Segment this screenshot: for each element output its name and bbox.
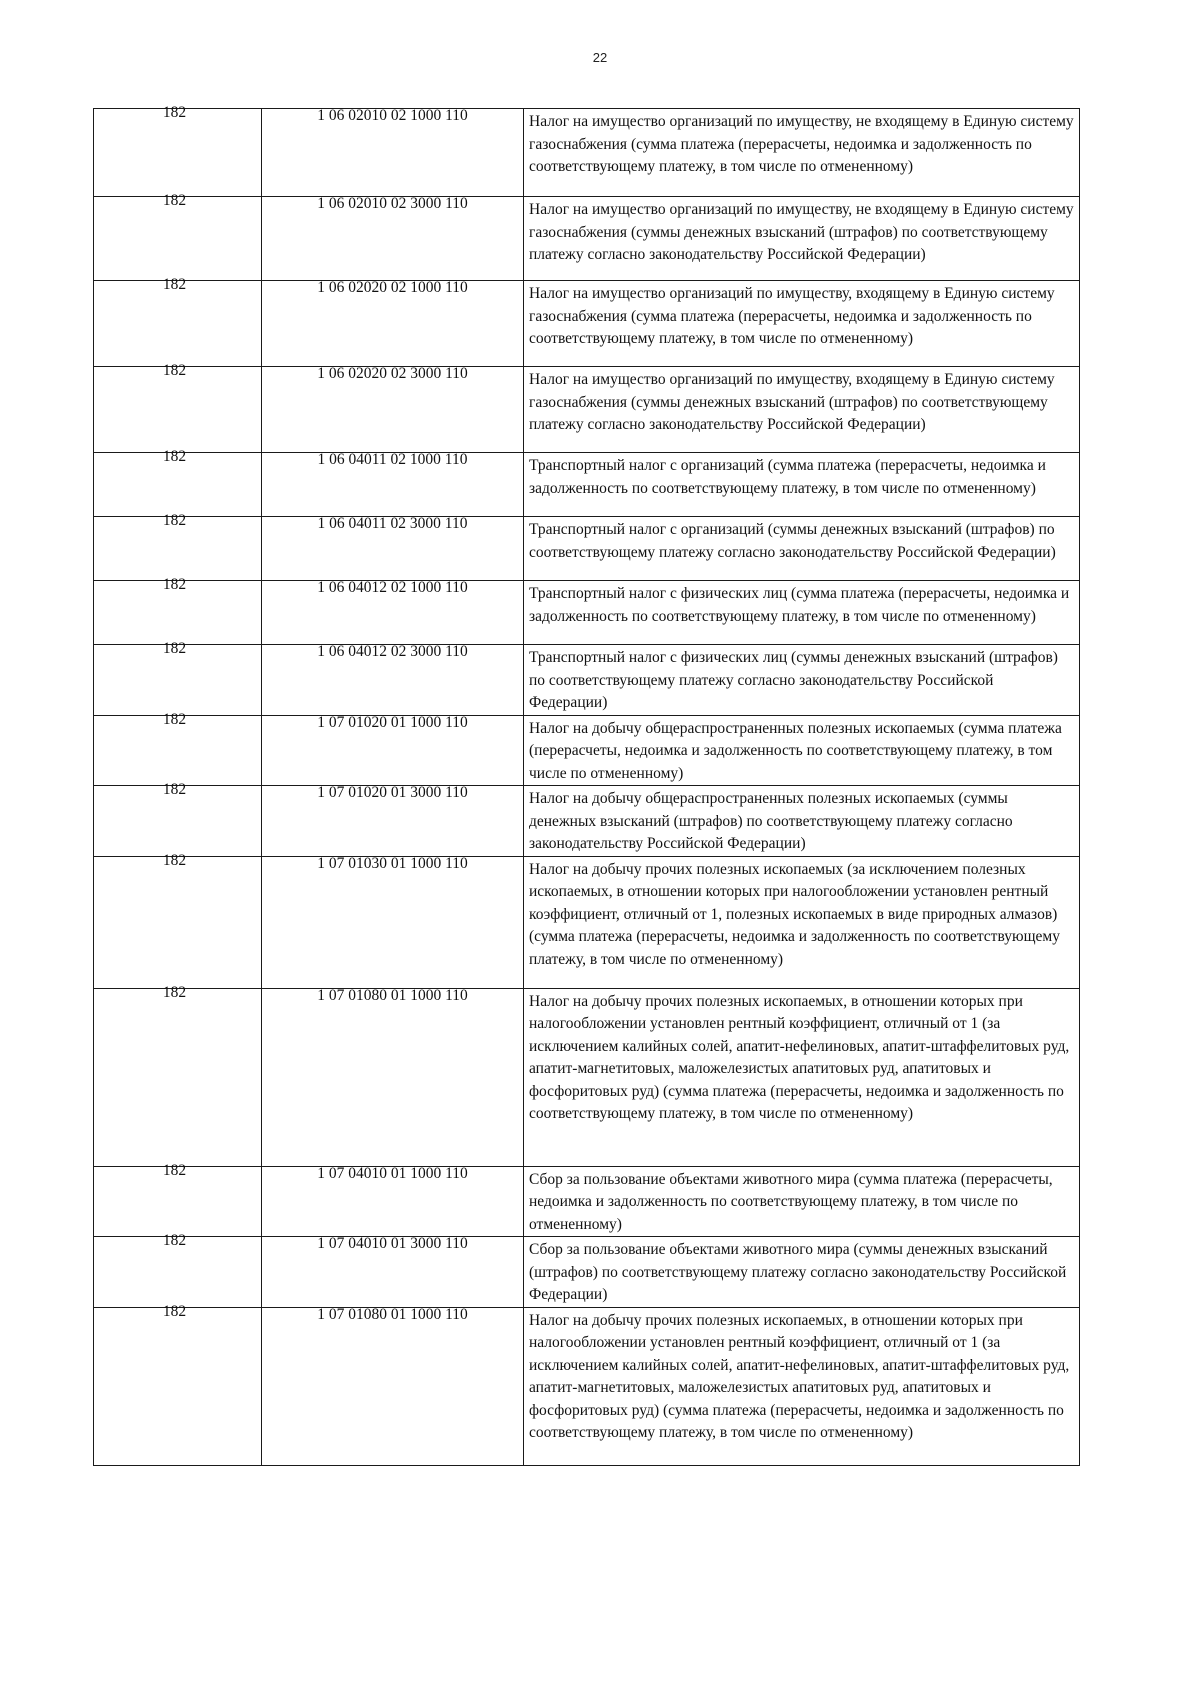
budget-code: 1 06 04012 02 1000 110 [317,579,468,596]
admin-code-cell [94,512,262,581]
admin-code: 182 [162,781,187,798]
budget-code-cell [262,856,524,988]
budget-code-cell [262,581,524,645]
admin-code-cell [94,851,262,988]
admin-code-cell [94,710,262,786]
admin-code: 182 [162,512,187,529]
description-cell: Сбор за пользование объектами животного мира (суммы денежных взысканий (штрафов) по соответствующему платежу согласно законодательству Российской Федерации) [524,1237,1080,1308]
budget-code: 1 06 04012 02 3000 110 [317,643,468,660]
admin-code: 182 [162,276,187,293]
table-row [94,715,1080,786]
budget-code-cell [262,367,524,453]
admin-code-cell [94,640,262,716]
revenue-codes-table [93,104,1080,1466]
budget-code: 1 07 01080 01 1000 110 [317,986,468,1004]
table-row [94,645,1080,716]
admin-code-cell [94,362,262,453]
table-row [94,786,1080,857]
budget-code: 1 06 04011 02 3000 110 [317,515,468,532]
budget-code: 1 07 01020 01 3000 110 [317,784,468,801]
budget-code-cell [262,715,524,786]
description-cell: Налог на добычу прочих полезных ископаемых (за исключением полезных ископаемых, в отношении которых при налогообложении установлен рентный коэффициент, отличный от 1, полезных ископаемых в виде природных алмазов) (сумма платежа (перерасчеты, недоимка и задолженность по соответствующему платежу, в том числе по отмененному) [524,856,1080,988]
description-cell: Налог на имущество организаций по имуществу, не входящему в Единую систему газоснабжения (суммы денежных взысканий (штрафов) по соответствующему платежу согласно законодательству Российской Федерации) [524,197,1080,281]
admin-code: 182 [162,192,187,209]
admin-code: 182 [162,851,187,869]
table-row [94,581,1080,645]
budget-code: 1 07 01030 01 1000 110 [317,854,468,872]
table-body [94,104,1080,1466]
admin-code-cell [94,192,262,281]
admin-code: 182 [162,362,187,379]
admin-code-cell [94,1302,262,1465]
admin-code: 182 [162,576,187,593]
budget-code: 1 06 04011 02 1000 110 [317,451,468,468]
admin-code-cell [94,104,262,197]
admin-code: 182 [162,1302,187,1320]
admin-code: 182 [162,1161,187,1179]
description-cell: Налог на добычу прочих полезных ископаемых, в отношении которых при налогообложении установлен рентный коэффициент, отличный от 1 (за исключением калийных солей, апатит-нефелиновых, апатит-штаффелитовых руд, апатит-магнетитовых, маложелезистых апатитовых руд, апатитовых и фосфоритовых руд) (сумма платежа (перерасчеты, недоимка и задолженность по соответствующему платежу, в том числе по отмененному) [524,988,1080,1166]
description-cell: Транспортный налог с физических лиц (сумма платежа (перерасчеты, недоимка и задолженность по соответствующему платежу, в том числе по отмененному) [524,581,1080,645]
table-row [94,856,1080,988]
budget-code: 1 06 02020 02 1000 110 [317,279,468,296]
description-cell: Налог на имущество организаций по имуществу, входящему в Единую систему газоснабжения (суммы денежных взысканий (штрафов) по соответствующему платежу согласно законодательству Российской Федерации) [524,367,1080,453]
admin-code: 182 [162,710,187,728]
table-row [94,1237,1080,1308]
budget-code-cell [262,988,524,1166]
budget-code: 1 07 04010 01 3000 110 [317,1235,468,1252]
table-row [94,197,1080,281]
budget-code: 1 06 02010 02 3000 110 [317,195,468,212]
budget-code-cell [262,281,524,367]
admin-code-cell [94,781,262,857]
budget-code-cell [262,1237,524,1308]
budget-code: 1 07 01020 01 1000 110 [317,713,468,731]
budget-code-cell [262,1166,524,1237]
budget-code: 1 07 01080 01 1000 110 [317,1305,468,1323]
admin-code-cell [94,276,262,367]
budget-code: 1 06 02010 02 1000 110 [317,107,468,124]
budget-code-cell [262,517,524,581]
description-cell: Налог на имущество организаций по имуществу, не входящему в Единую систему газоснабжения (сумма платежа (перерасчеты, недоимка и задолженность по соответствующему платежу, в том числе по отмененному) [524,109,1080,197]
description-cell: Налог на добычу общераспространенных полезных ископаемых (сумма платежа (перерасчеты, недоимка и задолженность по соответствующему платежу, в том числе по отмененному) [524,715,1080,786]
admin-code-cell [94,576,262,645]
description-cell: Налог на имущество организаций по имуществу, входящему в Единую систему газоснабжения (сумма платежа (перерасчеты, недоимка и задолженность по соответствующему платежу, в том числе по отмененному) [524,281,1080,367]
admin-code-cell [94,983,262,1166]
admin-code: 182 [162,104,187,121]
description-cell: Транспортный налог с организаций (сумма платежа (перерасчеты, недоимка и задолженность по соответствующему платежу, в том числе по отмененному) [524,453,1080,517]
admin-code: 182 [162,1232,187,1249]
admin-code-cell [94,448,262,517]
table-row [94,453,1080,517]
admin-code-cell [94,1161,262,1237]
description-cell: Транспортный налог с организаций (суммы денежных взысканий (штрафов) по соответствующему платежу согласно законодательству Российской Федерации) [524,517,1080,581]
budget-code-cell [262,786,524,857]
budget-code-cell [262,109,524,197]
page-number: 22 [592,50,608,65]
admin-code: 182 [162,983,187,1001]
admin-code-cell [94,1232,262,1308]
table-row [94,517,1080,581]
description-cell: Транспортный налог с физических лиц (суммы денежных взысканий (штрафов) по соответствующему платежу согласно законодательству Российской Федерации) [524,645,1080,716]
budget-code-cell [262,645,524,716]
description-cell: Налог на добычу общераспространенных полезных ископаемых (суммы денежных взысканий (штрафов) по соответствующему платежу согласно законодательству Российской Федерации) [524,786,1080,857]
description-cell: Сбор за пользование объектами животного мира (сумма платежа (перерасчеты, недоимка и задолженность по соответствующему платежу, в том числе по отмененному) [524,1166,1080,1237]
budget-code-cell [262,197,524,281]
budget-code-cell [262,453,524,517]
table-row [94,367,1080,453]
description-cell: Налог на добычу прочих полезных ископаемых, в отношении которых при налогообложении установлен рентный коэффициент, отличный от 1 (за исключением калийных солей, апатит-нефелиновых, апатит-штаффелитовых руд, апатит-магнетитовых, маложелезистых апатитовых руд, апатитовых и фосфоритовых руд) (сумма платежа (перерасчеты, недоимка и задолженность по соответствующему платежу, в том числе по отмененному) [524,1307,1080,1465]
table-row [94,109,1080,197]
admin-code: 182 [162,640,187,657]
table-row [94,1166,1080,1237]
table-row [94,281,1080,367]
budget-code-cell [262,1307,524,1465]
budget-code: 1 06 02020 02 3000 110 [317,365,468,382]
table-row [94,1307,1080,1465]
admin-code: 182 [162,448,187,465]
budget-code: 1 07 04010 01 1000 110 [317,1164,468,1182]
table-row [94,988,1080,1166]
